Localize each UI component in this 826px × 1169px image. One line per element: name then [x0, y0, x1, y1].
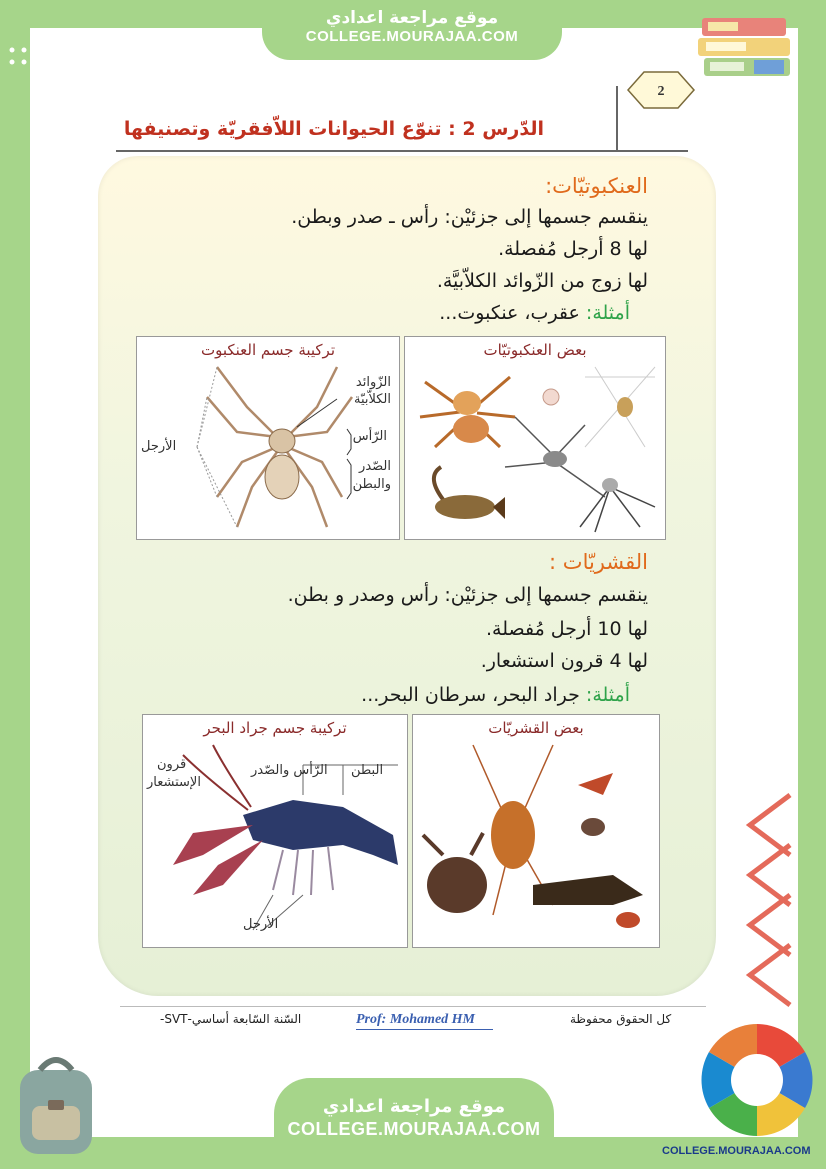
arachnids-line-1: ينقسم جسمها إلى جزئيْن: رأس ـ صدر وبطن. [291, 206, 648, 228]
spider-structure-caption: تركيبة جسم العنكبوت [200, 341, 336, 359]
footer-rights: كل الحقوق محفوظة [570, 1012, 672, 1026]
crayfish-label-head-thorax: الرّأس والصّدر [251, 763, 328, 778]
lesson-title: الدّرس 2 : تنوّع الحيوانات اللاّفقريّة وتصنيفها [123, 118, 544, 140]
crustaceans-illustration [413, 715, 659, 947]
some-arachnids-caption: بعض العنكبوتيّات [483, 341, 587, 359]
footer-banner[interactable] [274, 1078, 554, 1169]
header-banner[interactable] [262, 0, 562, 60]
crayfish-label-antennae-2: الإستشعار [147, 775, 201, 790]
crayfish-label-antennae-1: قرون [157, 757, 187, 772]
arachnids-line-2: لها 8 أرجل مُفصلة. [498, 238, 648, 260]
figure-some-crustaceans [412, 714, 660, 948]
crayfish-diagram [143, 715, 407, 947]
header-site-arabic: موقع مراجعة اعدادي [325, 8, 499, 28]
crayfish-label-legs: الأرجل [243, 917, 279, 932]
spider-label-appendages-2: الكلاّبيّة [353, 392, 391, 407]
arachnids-illustration [405, 337, 665, 539]
crustaceans-line-1: ينقسم جسمها إلى جزئيْن: رأس وصدر و بطن. [287, 584, 648, 606]
header-site-url[interactable]: COLLEGE.MOURAJAA.COM [305, 28, 519, 45]
books-icon [694, 10, 798, 90]
footer-site-arabic: موقع مراجعة اعدادي [322, 1096, 506, 1117]
spider-label-thorax: الصّدر [359, 459, 391, 474]
crustaceans-line-3: لها 4 قرون استشعار. [480, 650, 648, 672]
crustaceans-examples [361, 684, 630, 706]
title-divider-horizontal [116, 150, 688, 152]
spider-label-abdomen: والبطن [352, 477, 391, 492]
arachnids-examples [439, 302, 630, 324]
arachnids-line-3: لها زوج من الزّوائد الكلاّبيَّة. [436, 270, 648, 292]
backpack-icon [6, 1050, 106, 1160]
site-logo-wheel-icon [694, 1020, 820, 1140]
spider-label-appendages-1: الزّوائد [355, 375, 391, 390]
footer-site-url[interactable]: COLLEGE.MOURAJAA.COM [287, 1119, 541, 1139]
site-logo-text[interactable]: COLLEGE.MOURAJAA.COM [662, 1145, 811, 1157]
crustaceans-line-2: لها 10 أرجل مُفصلة. [485, 618, 648, 640]
frame-left [0, 0, 30, 1169]
chevrons-decoration [730, 790, 800, 1020]
page-number-badge [626, 70, 696, 110]
some-crustaceans-caption: بعض القشريّات [488, 719, 584, 737]
footer-divider [120, 1006, 706, 1007]
spider-label-head: الرّأس [352, 429, 387, 444]
spider-label-legs: الأرجل [141, 439, 177, 454]
frame-right [798, 0, 826, 1169]
crustaceans-examples-label: أمثلة: [585, 684, 630, 706]
crustaceans-heading: القشريّات : [549, 550, 648, 574]
crayfish-label-abdomen: البطن [351, 763, 384, 778]
crustaceans-examples-text: جراد البحر، سرطان البحر... [361, 684, 586, 706]
figure-spider-structure [136, 336, 400, 540]
footer-level: السّنة السّابعة أساسي-SVT- [160, 1012, 302, 1026]
footer-prof: Prof: Mohamed HM [356, 1012, 493, 1030]
dots-decoration [6, 44, 66, 74]
arachnids-examples-label: أمثلة: [585, 302, 630, 324]
arachnids-heading: العنكبوتيّات: [545, 174, 648, 198]
figure-some-arachnids [404, 336, 666, 540]
figure-crayfish-structure [142, 714, 408, 948]
crayfish-structure-caption: تركيبة جسم جراد البحر [203, 719, 347, 737]
title-divider-vertical [616, 86, 618, 152]
arachnids-examples-text: عقرب، عنكبوت... [439, 302, 586, 324]
page-number-text: 2 [657, 84, 665, 99]
